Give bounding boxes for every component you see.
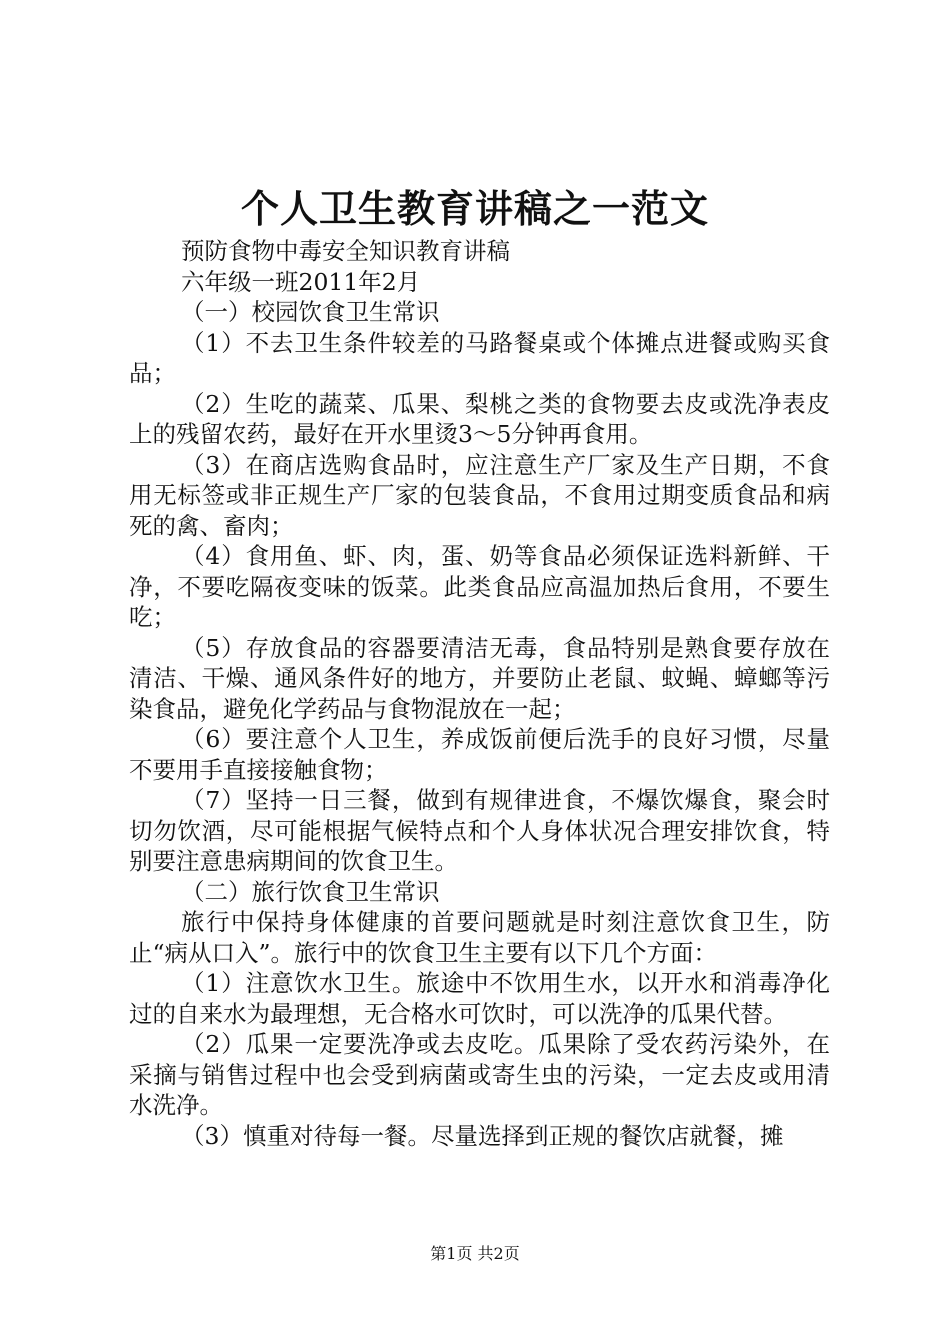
paragraph: 旅行中保持身体健康的首要问题就是时刻注意饮食卫生，防止“病从口入”。旅行中的饮食卫生主要有以下几个方面：: [129, 908, 830, 967]
paragraph: （1）注意饮水卫生。旅途中不饮用生水，以开水和消毒净化过的自来水为最理想，无合格水可饮时，可以洗净的瓜果代替。: [129, 969, 830, 1028]
paragraph: （3）在商店选购食品时，应注意生产厂家及生产日期，不食用无标签或非正规生产厂家的包装食品，不食用过期变质食品和病死的禽、畜肉；: [129, 450, 830, 540]
paragraph: （1）不去卫生条件较差的马路餐桌或个体摊点进餐或购买食品；: [129, 328, 830, 387]
paragraph: （3）慎重对待每一餐。尽量选择到正规的餐饮店就餐，摊: [181, 1121, 784, 1150]
paragraph: （2）瓜果一定要洗净或去皮吃。瓜果除了受农药污染外，在采摘与销售过程中也会受到病菌或寄生虫的污染，一定去皮或用清水洗净。: [129, 1030, 830, 1119]
paragraph: 预防食物中毒安全知识教育讲稿: [181, 237, 510, 265]
paragraph: 六年级一班2011年2月: [181, 267, 421, 296]
page-footer: 第1页 共2页: [430, 1244, 520, 1263]
paragraph: （6）要注意个人卫生，养成饭前便后洗手的良好习惯，尽量不要用手直接接触食物；: [129, 725, 830, 784]
paragraph: （7）坚持一日三餐，做到有规律进食，不爆饮爆食，聚会时切勿饮酒，尽可能根据气候特点和个人身体状况合理安排饮食，特别要注意患病期间的饮食卫生。: [129, 786, 830, 875]
paragraph: （5）存放食品的容器要清洁无毒，食品特别是熟食要存放在清洁、干燥、通风条件好的地方，并要防止老鼠、蚊蝇、蟑螂等污染食品，避免化学药品与食物混放在一起；: [129, 633, 830, 723]
paragraph: （2）生吃的蔬菜、瓜果、梨桃之类的食物要去皮或洗净表皮上的残留农药，最好在开水里烫3～5分钟再食用。: [129, 389, 830, 448]
paragraph: （二）旅行饮食卫生常识: [181, 877, 440, 906]
paragraph: （一）校园饮食卫生常识: [181, 298, 440, 326]
paragraph: （4）食用鱼、虾、肉，蛋、奶等食品必须保证选料新鲜、干净，不要吃隔夜变味的饭菜。此类食品应高温加热后食用，不要生吃；: [129, 542, 830, 631]
document-body: [129, 236, 830, 1151]
document-title: 个人卫生教育讲稿之一范文: [240, 186, 709, 231]
